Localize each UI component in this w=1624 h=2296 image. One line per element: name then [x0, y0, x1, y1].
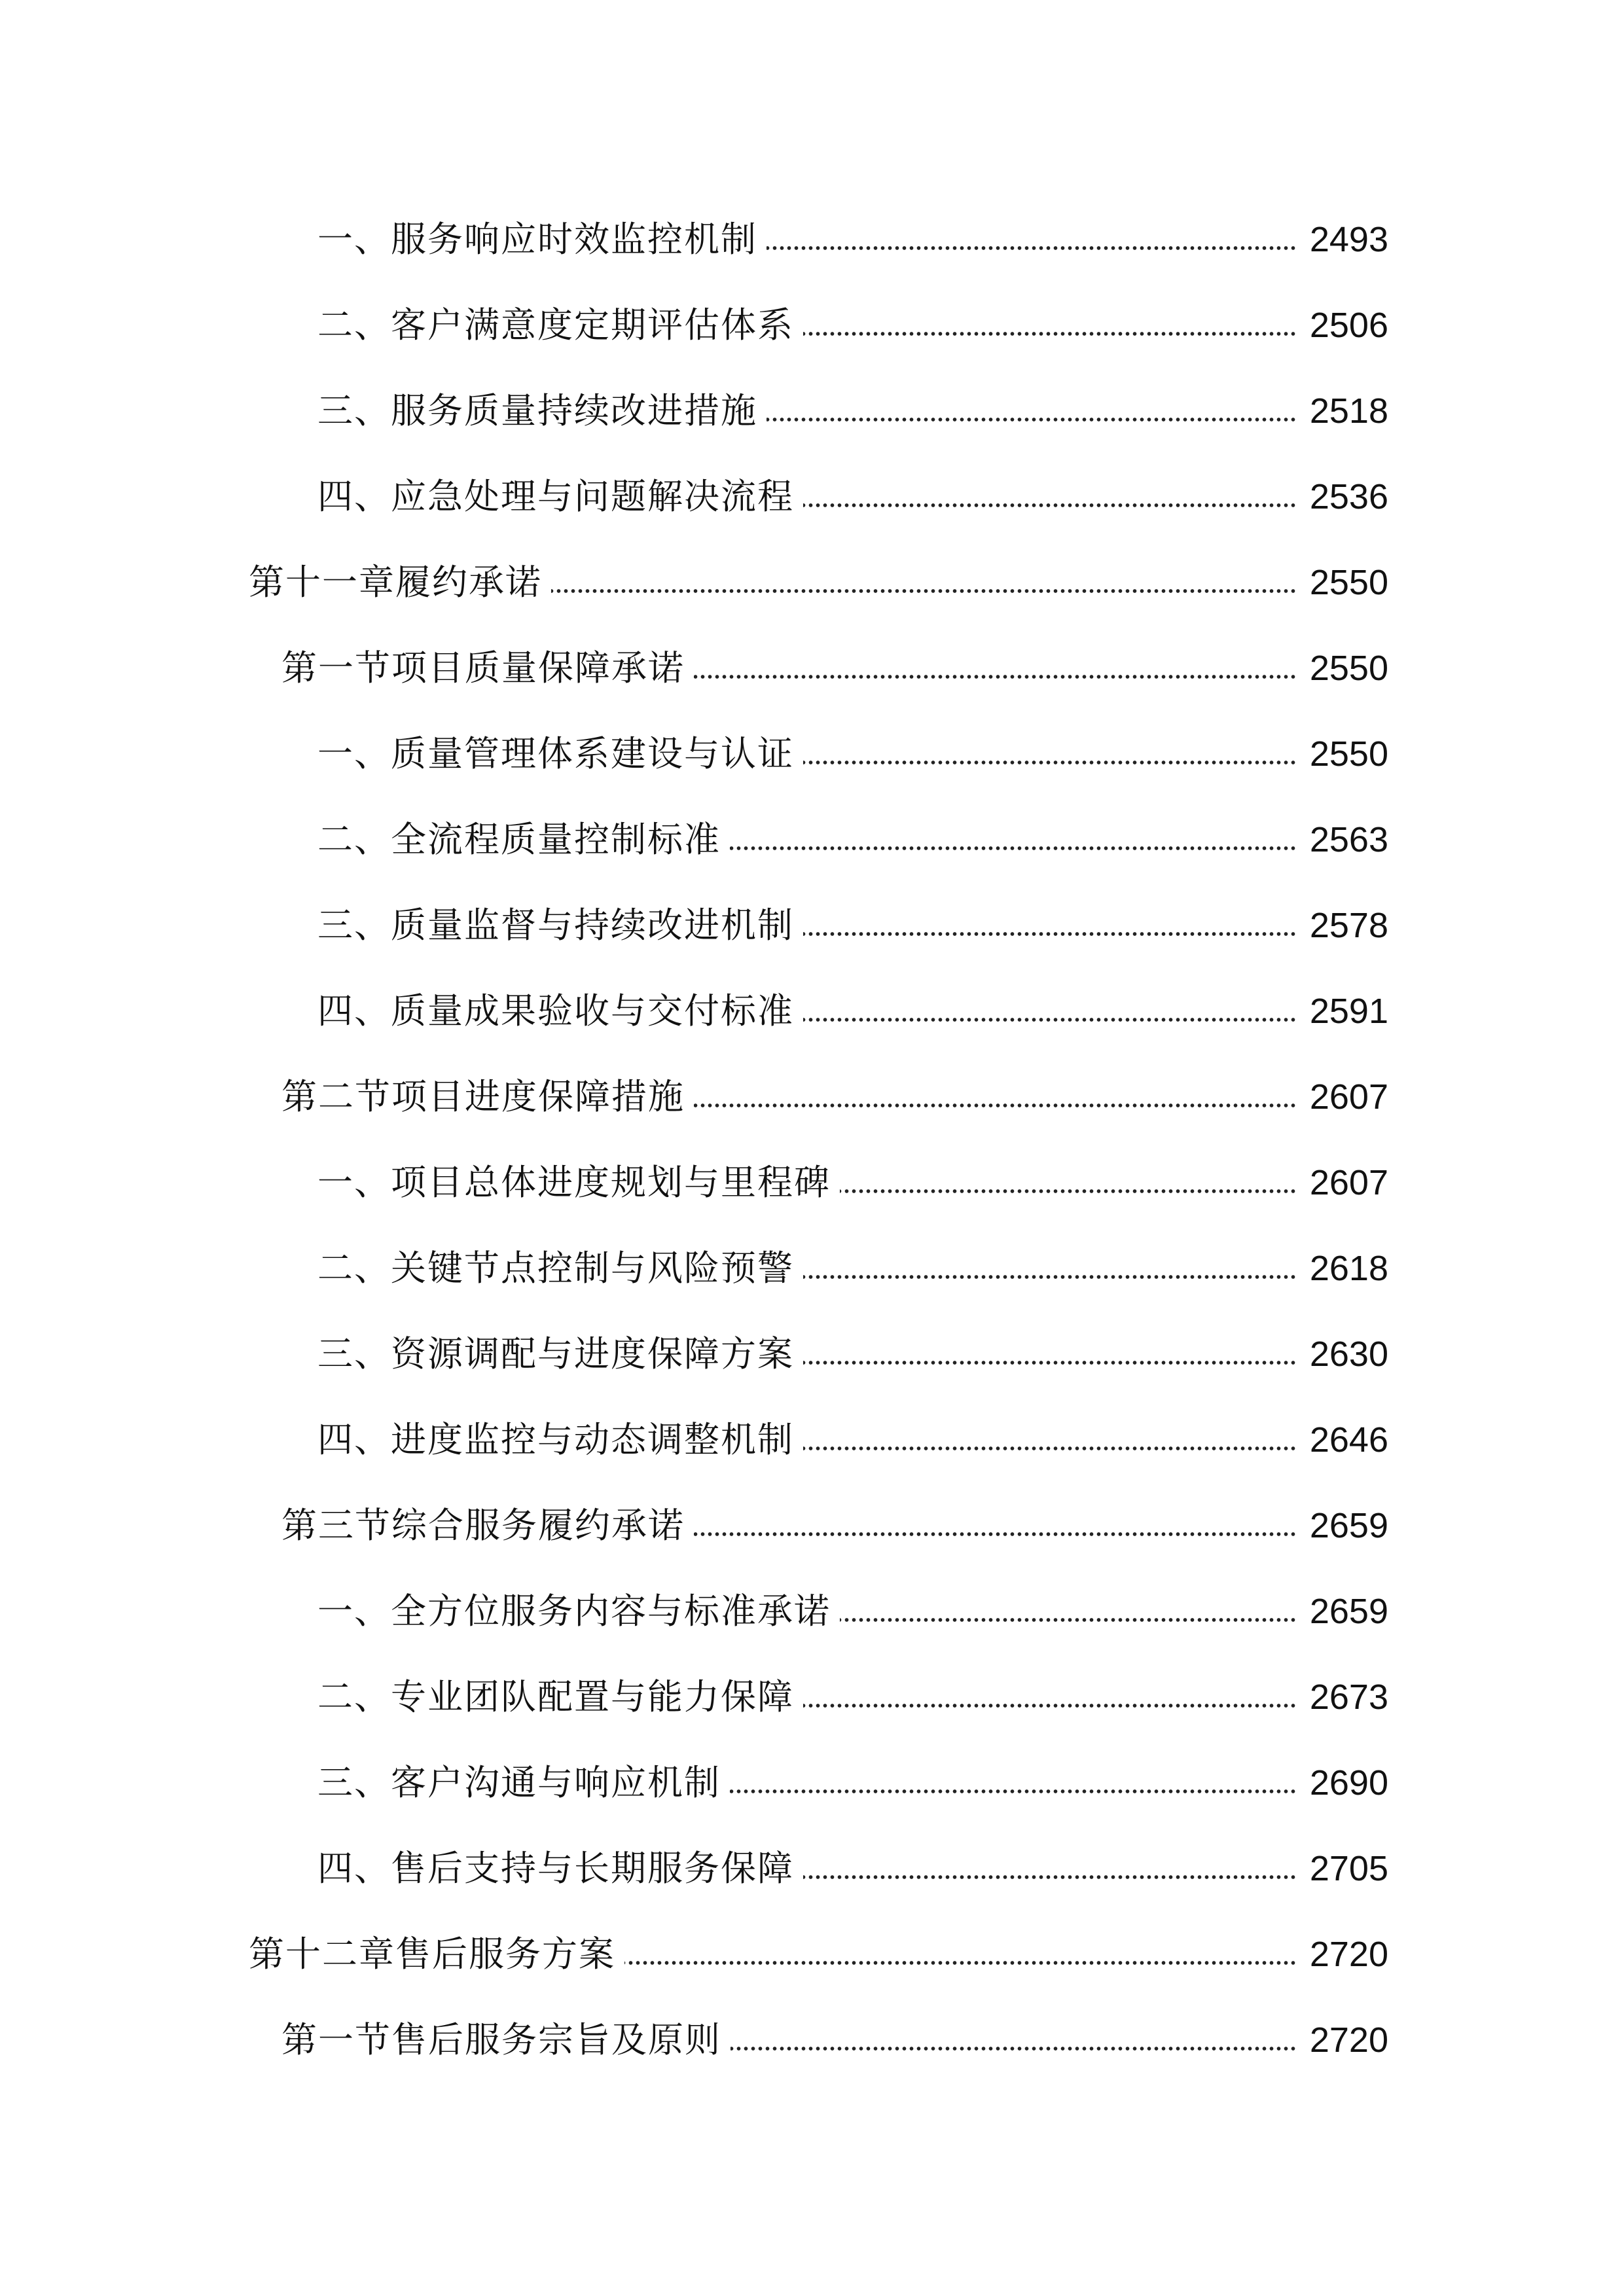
toc-entry[interactable]: [0, 1311, 1624, 1397]
toc-entry[interactable]: [0, 1911, 1624, 1997]
toc-entry-title: 三、服务质量持续改进措施: [317, 389, 757, 431]
toc-entry[interactable]: [0, 196, 1624, 282]
toc-entry-title: 第一节项目质量保障承诺: [281, 647, 685, 689]
toc-entry[interactable]: [0, 1482, 1624, 1568]
dot-leader: [767, 246, 1297, 250]
toc-entry-title: 四、质量成果验收与交付标准: [317, 990, 794, 1031]
dot-leader: [803, 1446, 1297, 1450]
toc-entry[interactable]: [0, 711, 1624, 797]
toc-entry-page-number: 2690: [1309, 1763, 1388, 1803]
dot-leader: [624, 1961, 1297, 1965]
toc-entry-title: 四、进度监控与动态调整机制: [317, 1418, 794, 1460]
dot-leader: [840, 1189, 1297, 1193]
toc-entry-page-number: 2536: [1309, 476, 1388, 516]
toc-entry-title: 一、全方位服务内容与标准承诺: [317, 1590, 831, 1632]
toc-entry-page-number: 2720: [1309, 2020, 1388, 2060]
table-of-contents: [0, 196, 1624, 2083]
toc-entry[interactable]: [0, 1825, 1624, 1911]
dot-leader: [730, 1789, 1297, 1793]
toc-entry-page-number: 2518: [1309, 391, 1388, 431]
toc-entry[interactable]: [0, 1568, 1624, 1654]
toc-entry-page-number: 2550: [1309, 734, 1388, 774]
dot-leader: [767, 418, 1297, 422]
dot-leader: [803, 1275, 1297, 1279]
toc-entry[interactable]: [0, 368, 1624, 454]
dot-leader: [803, 761, 1297, 764]
toc-entry[interactable]: [0, 282, 1624, 368]
toc-entry[interactable]: [0, 625, 1624, 711]
toc-entry-page-number: 2607: [1309, 1077, 1388, 1117]
toc-entry-page-number: 2506: [1309, 305, 1388, 345]
toc-entry-title: 第十一章履约承诺: [249, 561, 542, 603]
toc-entry-page-number: 2550: [1309, 562, 1388, 602]
toc-entry-title: 二、关键节点控制与风险预警: [317, 1247, 794, 1289]
toc-entry-title: 三、客户沟通与响应机制: [317, 1761, 721, 1803]
dot-leader: [840, 1618, 1297, 1622]
toc-entry-page-number: 2659: [1309, 1591, 1388, 1631]
toc-entry-title: 四、应急处理与问题解决流程: [317, 475, 794, 517]
toc-entry[interactable]: [0, 1139, 1624, 1225]
dot-leader: [803, 1704, 1297, 1708]
toc-entry-title: 三、资源调配与进度保障方案: [317, 1333, 794, 1374]
toc-entry[interactable]: [0, 1225, 1624, 1311]
toc-entry[interactable]: [0, 1740, 1624, 1825]
toc-entry-page-number: 2493: [1309, 219, 1388, 259]
dot-leader: [803, 503, 1297, 507]
toc-entry[interactable]: [0, 539, 1624, 625]
toc-entry-title: 一、质量管理体系建设与认证: [317, 732, 794, 774]
dot-leader: [803, 332, 1297, 336]
dot-leader: [694, 1532, 1297, 1536]
toc-entry-title: 二、客户满意度定期评估体系: [317, 304, 794, 346]
toc-entry[interactable]: [0, 1654, 1624, 1740]
toc-entry[interactable]: [0, 1997, 1624, 2083]
dot-leader: [803, 1361, 1297, 1365]
dot-leader: [551, 589, 1297, 593]
toc-entry[interactable]: [0, 968, 1624, 1054]
toc-entry-page-number: 2607: [1309, 1162, 1388, 1202]
toc-entry-page-number: 2630: [1309, 1334, 1388, 1374]
toc-entry[interactable]: [0, 454, 1624, 539]
toc-entry-page-number: 2618: [1309, 1248, 1388, 1288]
dot-leader: [730, 846, 1297, 850]
toc-entry-title: 一、服务响应时效监控机制: [317, 218, 757, 260]
toc-entry-title: 三、质量监督与持续改进机制: [317, 904, 794, 946]
toc-entry-page-number: 2659: [1309, 1505, 1388, 1545]
toc-entry-title: 第三节综合服务履约承诺: [281, 1504, 685, 1546]
toc-entry[interactable]: [0, 797, 1624, 882]
dot-leader: [803, 1018, 1297, 1022]
toc-entry-page-number: 2673: [1309, 1677, 1388, 1717]
dot-leader: [694, 1103, 1297, 1107]
toc-entry-title: 第二节项目进度保障措施: [281, 1075, 685, 1117]
toc-entry-title: 第十二章售后服务方案: [249, 1933, 615, 1975]
toc-entry-page-number: 2563: [1309, 819, 1388, 859]
toc-entry-title: 四、售后支持与长期服务保障: [317, 1847, 794, 1889]
toc-entry-page-number: 2705: [1309, 1848, 1388, 1888]
dot-leader: [731, 2047, 1297, 2051]
toc-entry[interactable]: [0, 1397, 1624, 1482]
toc-entry[interactable]: [0, 1054, 1624, 1139]
toc-entry-page-number: 2720: [1309, 1934, 1388, 1974]
dot-leader: [694, 675, 1297, 679]
toc-entry-page-number: 2550: [1309, 648, 1388, 688]
toc-entry-title: 一、项目总体进度规划与里程碑: [317, 1161, 831, 1203]
toc-entry-page-number: 2578: [1309, 905, 1388, 945]
toc-entry-page-number: 2591: [1309, 991, 1388, 1031]
toc-entry-page-number: 2646: [1309, 1420, 1388, 1460]
dot-leader: [803, 932, 1297, 936]
dot-leader: [803, 1875, 1297, 1879]
toc-entry-title: 二、全流程质量控制标准: [317, 818, 721, 860]
toc-entry-title: 二、专业团队配置与能力保障: [317, 1676, 794, 1717]
toc-entry[interactable]: [0, 882, 1624, 968]
toc-entry-title: 第一节售后服务宗旨及原则: [281, 2018, 721, 2060]
